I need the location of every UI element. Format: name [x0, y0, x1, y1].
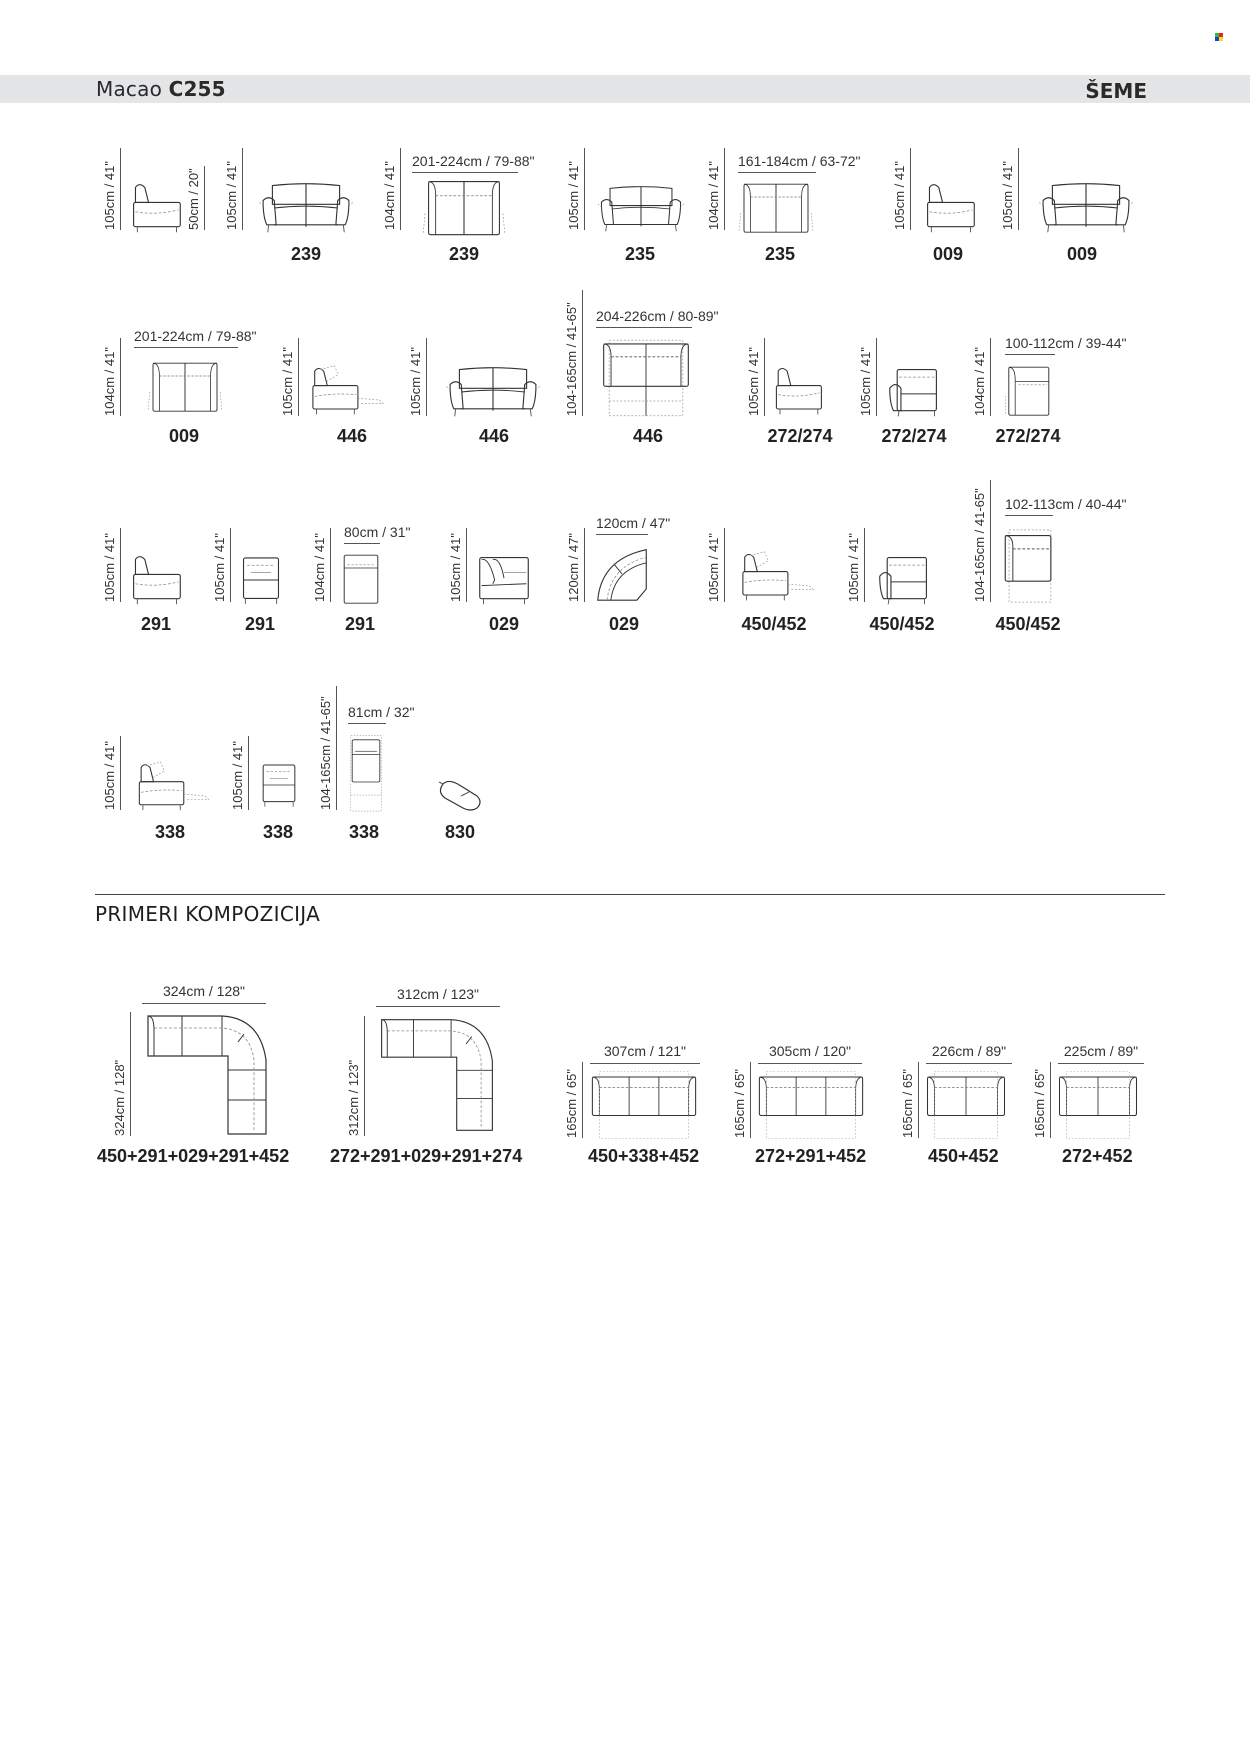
recliner-side-drawing: [134, 760, 214, 814]
height-dimension: 105cm / 41": [566, 148, 585, 230]
armless-side-drawing: [128, 552, 184, 608]
model-title: [96, 77, 226, 101]
composition-formula: 450+338+452: [588, 1146, 700, 1166]
dimension-rule: [738, 172, 816, 173]
width-label: 201-224cm / 79-88": [134, 328, 257, 344]
composition-formula: 272+291+452: [755, 1146, 867, 1166]
width-dimension: [1005, 496, 1126, 512]
armchair-front-drawing: [884, 364, 944, 420]
dimension-rule: [1005, 515, 1053, 516]
height-dimension: 120cm / 47": [566, 528, 585, 602]
recliner-top-extended-drawing: [1002, 528, 1056, 604]
module-code: 338: [154, 822, 186, 842]
dimension-rule: [376, 1006, 500, 1007]
width-label: 324cm / 128": [162, 983, 246, 999]
width-dimension: [1005, 335, 1126, 351]
model-prefix: Macao: [96, 77, 162, 101]
height-dimension: 105cm / 41": [230, 736, 249, 810]
sofa-side-drawing: [770, 364, 826, 418]
module-code: 272/274: [881, 426, 947, 446]
module-code: 235: [624, 244, 656, 264]
width-dimension: [348, 704, 414, 720]
composition-formula: 450+452: [928, 1146, 999, 1166]
height-dimension: 105cm / 41": [102, 148, 121, 230]
dimension-rule: [412, 172, 518, 173]
module-code: 446: [632, 426, 664, 446]
width-label: 204-226cm / 80-89": [596, 308, 719, 324]
loveseat-top-drawing: [736, 178, 816, 240]
depth-dimension: 165cm / 65": [732, 1062, 751, 1138]
width-label: 307cm / 121": [603, 1043, 687, 1059]
model-code: C255: [168, 77, 226, 101]
dimension-rule: [344, 543, 380, 544]
sofa-front-drawing: [1034, 180, 1138, 236]
width-dimension: [590, 1043, 700, 1059]
width-label: 305cm / 120": [768, 1043, 852, 1059]
sofa-top-drawing: [132, 360, 238, 416]
width-label: 225cm / 89": [1063, 1043, 1139, 1059]
sofa-composition-drawing: [754, 1070, 868, 1140]
width-dimension: [134, 328, 257, 344]
remote-control-icon: [434, 774, 486, 814]
sofa-side-drawing: [922, 180, 978, 236]
depth-dimension: 312cm / 123": [346, 1016, 365, 1136]
module-code: 235: [764, 244, 796, 264]
dimension-rule: [142, 1003, 266, 1004]
height-dimension: 105cm / 41": [892, 148, 911, 230]
height-dimension: 104cm / 41": [102, 338, 121, 416]
depth-dimension: 324cm / 128": [112, 1012, 131, 1136]
dimension-rule: [926, 1063, 1012, 1064]
section-divider: [95, 894, 1165, 895]
width-label: 120cm / 47": [596, 515, 671, 531]
corner-composition-drawing: [374, 1014, 500, 1136]
armchair-front-drawing: [874, 552, 934, 608]
recliner-side-drawing: [306, 364, 390, 418]
height-dimension: 104cm / 41": [972, 338, 991, 416]
module-code: 291: [140, 614, 172, 634]
module-code: 830: [444, 822, 476, 842]
height-dimension: 104-165cm / 41-65": [318, 686, 337, 810]
corner-composition-drawing: [142, 1010, 272, 1140]
width-dimension: [142, 983, 266, 999]
width-dimension: [738, 153, 861, 169]
module-code: 009: [932, 244, 964, 264]
armless-front-drawing: [238, 552, 284, 608]
logo-yellow-square: [1219, 37, 1223, 41]
height-dimension: 105cm / 41": [212, 528, 231, 602]
width-dimension: [596, 515, 670, 531]
sofa-side-drawing: [128, 180, 184, 236]
dimension-rule: [596, 534, 648, 535]
dimension-rule: [758, 1063, 862, 1064]
height-dimension: 104cm / 41": [382, 148, 401, 230]
height-dimension: 105cm / 41": [448, 528, 467, 602]
dimension-rule: [596, 327, 692, 328]
module-code: 009: [1066, 244, 1098, 264]
module-code: 291: [244, 614, 276, 634]
sofa-top-extended-drawing: [600, 338, 692, 418]
module-code: 446: [336, 426, 368, 446]
module-code: 272/274: [995, 426, 1061, 446]
height-dimension: 105cm / 41": [408, 338, 427, 416]
module-code: 291: [344, 614, 376, 634]
width-label: 100-112cm / 39-44": [1005, 335, 1127, 351]
depth-dimension: 165cm / 65": [900, 1062, 919, 1138]
height-dimension: 105cm / 41": [858, 338, 877, 416]
module-code: 450/452: [995, 614, 1061, 634]
armless-top-drawing: [336, 552, 386, 608]
height-dimension: 105cm / 41": [706, 528, 725, 602]
sofa-composition-drawing: [1054, 1070, 1142, 1140]
height-dimension: 105cm / 41": [102, 528, 121, 602]
module-code: 009: [168, 426, 200, 446]
module-code: 338: [262, 822, 294, 842]
dimension-rule: [1005, 354, 1055, 355]
width-dimension: [926, 1043, 1012, 1059]
armless-front-drawing: [256, 760, 302, 810]
sofa-front-drawing: [440, 364, 546, 420]
width-dimension: [412, 153, 535, 169]
height-dimension: 105cm / 41": [102, 736, 121, 810]
module-code: 029: [488, 614, 520, 634]
module-code: 272/274: [767, 426, 833, 446]
sofa-top-drawing: [412, 178, 516, 240]
width-label: 161-184cm / 63-72": [738, 153, 861, 169]
height-dimension: 105cm / 41": [280, 338, 299, 416]
section-label: ŠEME: [1085, 79, 1147, 103]
width-dimension: [758, 1043, 862, 1059]
corner-arm-top-drawing: [998, 364, 1058, 420]
module-code: 450/452: [869, 614, 935, 634]
loveseat-front-drawing: [598, 182, 684, 236]
width-label: 80cm / 31": [344, 524, 411, 540]
dimension-rule: [1058, 1063, 1144, 1064]
height-dimension: 105cm / 41": [746, 338, 765, 416]
width-dimension: [596, 308, 719, 324]
width-dimension: [376, 986, 500, 1002]
composition-formula: 272+291+029+291+274: [330, 1146, 523, 1166]
height-dimension: 104cm / 41": [312, 528, 331, 602]
module-code: 446: [478, 426, 510, 446]
width-label: 81cm / 32": [348, 704, 415, 720]
height-dimension: 105cm / 41": [846, 528, 865, 602]
height-dimension: 105cm / 41": [1000, 148, 1019, 230]
module-code: 239: [290, 244, 322, 264]
module-code: 450/452: [741, 614, 807, 634]
height-dimension: 104cm / 41": [706, 148, 725, 230]
width-dimension: [1058, 1043, 1144, 1059]
module-code: 338: [348, 822, 380, 842]
composition-formula: 450+291+029+291+452: [97, 1146, 290, 1166]
recliner-side-drawing: [736, 550, 820, 604]
composition-formula: 272+452: [1062, 1146, 1133, 1166]
dimension-rule: [134, 347, 238, 348]
sofa-front-drawing: [254, 180, 358, 236]
width-label: 102-113cm / 40-44": [1005, 496, 1127, 512]
width-label: 201-224cm / 79-88": [412, 153, 535, 169]
height-dimension: 104-165cm / 41-65": [564, 290, 583, 416]
width-dimension: [344, 524, 410, 540]
compositions-title: PRIMERI KOMPOZICIJA: [95, 902, 321, 926]
width-label: 312cm / 123": [396, 986, 480, 1002]
brand-logo: [1215, 33, 1223, 41]
height-dimension: 104-165cm / 41-65": [972, 480, 991, 602]
dimension-rule: [348, 723, 386, 724]
depth-dimension: 165cm / 65": [564, 1062, 583, 1138]
curved-corner-top-drawing: [592, 546, 652, 602]
sofa-composition-drawing: [922, 1070, 1010, 1140]
width-label: 226cm / 89": [931, 1043, 1007, 1059]
seat-height-dimension: 50cm / 20": [186, 166, 205, 230]
dimension-rule: [590, 1063, 700, 1064]
depth-dimension: 165cm / 65": [1032, 1062, 1051, 1138]
module-code: 029: [608, 614, 640, 634]
sofa-composition-drawing: [586, 1070, 702, 1140]
height-dimension: 105cm / 41": [224, 148, 243, 230]
recliner-top-extended-drawing: [344, 734, 388, 814]
module-code: 239: [448, 244, 480, 264]
corner-front-drawing: [474, 552, 534, 608]
